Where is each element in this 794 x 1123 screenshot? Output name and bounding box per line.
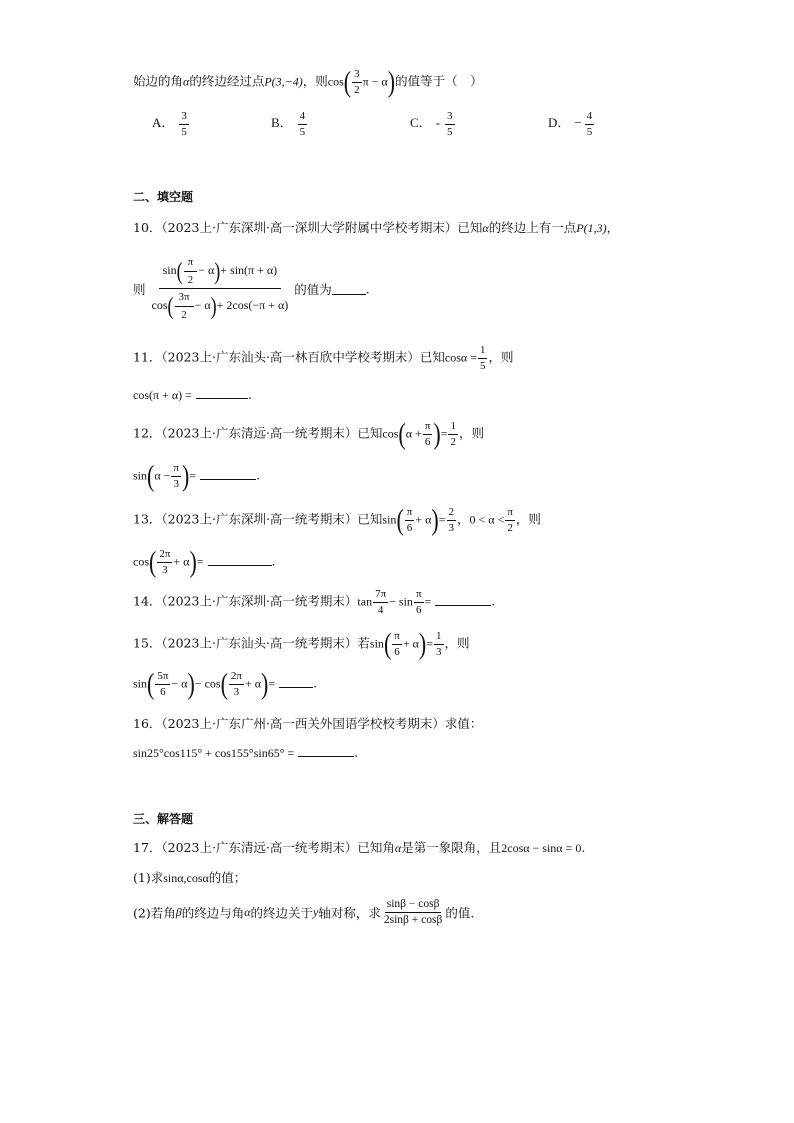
q12-stem: 12．（2023上·广东清远·高一统考期末）已知cos(α + $\frac{\pi}{6}$ )= $\frac{1}{2}$ ，则 bbox=[133, 416, 484, 451]
q15-stem: 15．（2023上·广东汕头·高一统考期末）若sin( $\frac{\pi}{6}$ + α)= $\frac{1}{3}$ ，则 bbox=[133, 626, 470, 661]
q16-stem: 16．（2023上·广东广州·高一西关外国语学校校考期末）求值： bbox=[133, 716, 483, 731]
q10-big-fraction: sin( $\frac{\pi}{2}$ − α)+ sin(π + α) cos( $\frac{3\pi}{2}$ − α)+ 2cos(−π + α) bbox=[151, 256, 289, 321]
q9-stem: 始边的角α的终边经过点P(3,−4)，则cos( $\frac{3}{2}$ π − α)的值等于（ ） bbox=[133, 64, 483, 99]
answer-blank[interactable] bbox=[332, 282, 366, 295]
q14-stem: 14．（2023上·广东深圳·高一统考期末）tan $\frac{7\pi}{4}$ − sin $\frac{\pi}{6}$ = . bbox=[133, 588, 496, 616]
answer-blank[interactable] bbox=[435, 593, 491, 606]
q13-expression: cos( $\frac{2\pi}{3}$ + α)= . bbox=[133, 544, 276, 579]
answer-blank[interactable] bbox=[200, 467, 256, 480]
alpha-symbol: α bbox=[183, 74, 190, 89]
q15-expression: sin( $\frac{5\pi}{6}$ − α)− cos( $\frac{2\pi}{3}$ + α)= . bbox=[133, 666, 318, 701]
q10-stem: 10．（2023上·广东深圳·高一深圳大学附属中学校考期末）已知α的终边上有一点P(1,3)， bbox=[133, 220, 620, 235]
q17-part2: (2)若角β的终边与角α的终边关于y轴对称，求 $\frac{\sin\beta - \cos\beta}{2\sin\beta + \cos\beta}$ 的值. bbox=[133, 898, 475, 927]
fraction: $\frac{3}{2}$ bbox=[354, 68, 360, 96]
answer-blank[interactable] bbox=[279, 675, 313, 688]
q13-stem: 13．（2023上·广东深圳·高一统考期末）已知sin( $\frac{\pi}{6}$ + α)= $\frac{2}{3}$ ，0 < α < $\frac{\pi}{2}$ ，则 bbox=[133, 502, 541, 537]
q17-part1: (1)求sinα,cosα的值； bbox=[133, 870, 247, 885]
q11-stem: 11．（2023上·广东汕头·高一林百欣中学校考期末）已知cosα = $\frac{1}{5}$ ，则 bbox=[133, 344, 514, 372]
answer-blank[interactable] bbox=[196, 386, 248, 399]
option-a[interactable]: A． $\frac{3}{5}$ bbox=[152, 110, 187, 138]
q17-stem: 17．（2023上·广东清远·高一统考期末）已知角α是第一象限角，且2cosα − sinα = 0. bbox=[133, 840, 586, 855]
point-p: P(3,−4) bbox=[264, 74, 303, 89]
section-heading-solution: 三、解答题 bbox=[133, 812, 194, 826]
q12-expression: sin(α − $\frac{\pi}{3}$ )= . bbox=[133, 458, 261, 493]
q11-expression: cos(π + α) = . bbox=[133, 387, 252, 402]
answer-blank[interactable] bbox=[298, 744, 354, 757]
option-b[interactable]: B． $\frac{4}{5}$ bbox=[271, 110, 306, 138]
option-d[interactable]: D． − $\frac{4}{5}$ bbox=[548, 110, 593, 138]
answer-blank[interactable] bbox=[208, 553, 272, 566]
q10-expression: 则 sin( $\frac{\pi}{2}$ − α)+ sin(π + α) cos( $\frac{3\pi}{2}$ − α)+ 2cos(−π + α) 的值为 . bbox=[133, 256, 370, 321]
section-heading-fill-blank: 二、填空题 bbox=[133, 190, 194, 204]
option-c[interactable]: C． - $\frac{3}{5}$ bbox=[410, 110, 453, 138]
q16-expression: sin25°cos115° + cos155°sin65° = . bbox=[133, 745, 359, 760]
